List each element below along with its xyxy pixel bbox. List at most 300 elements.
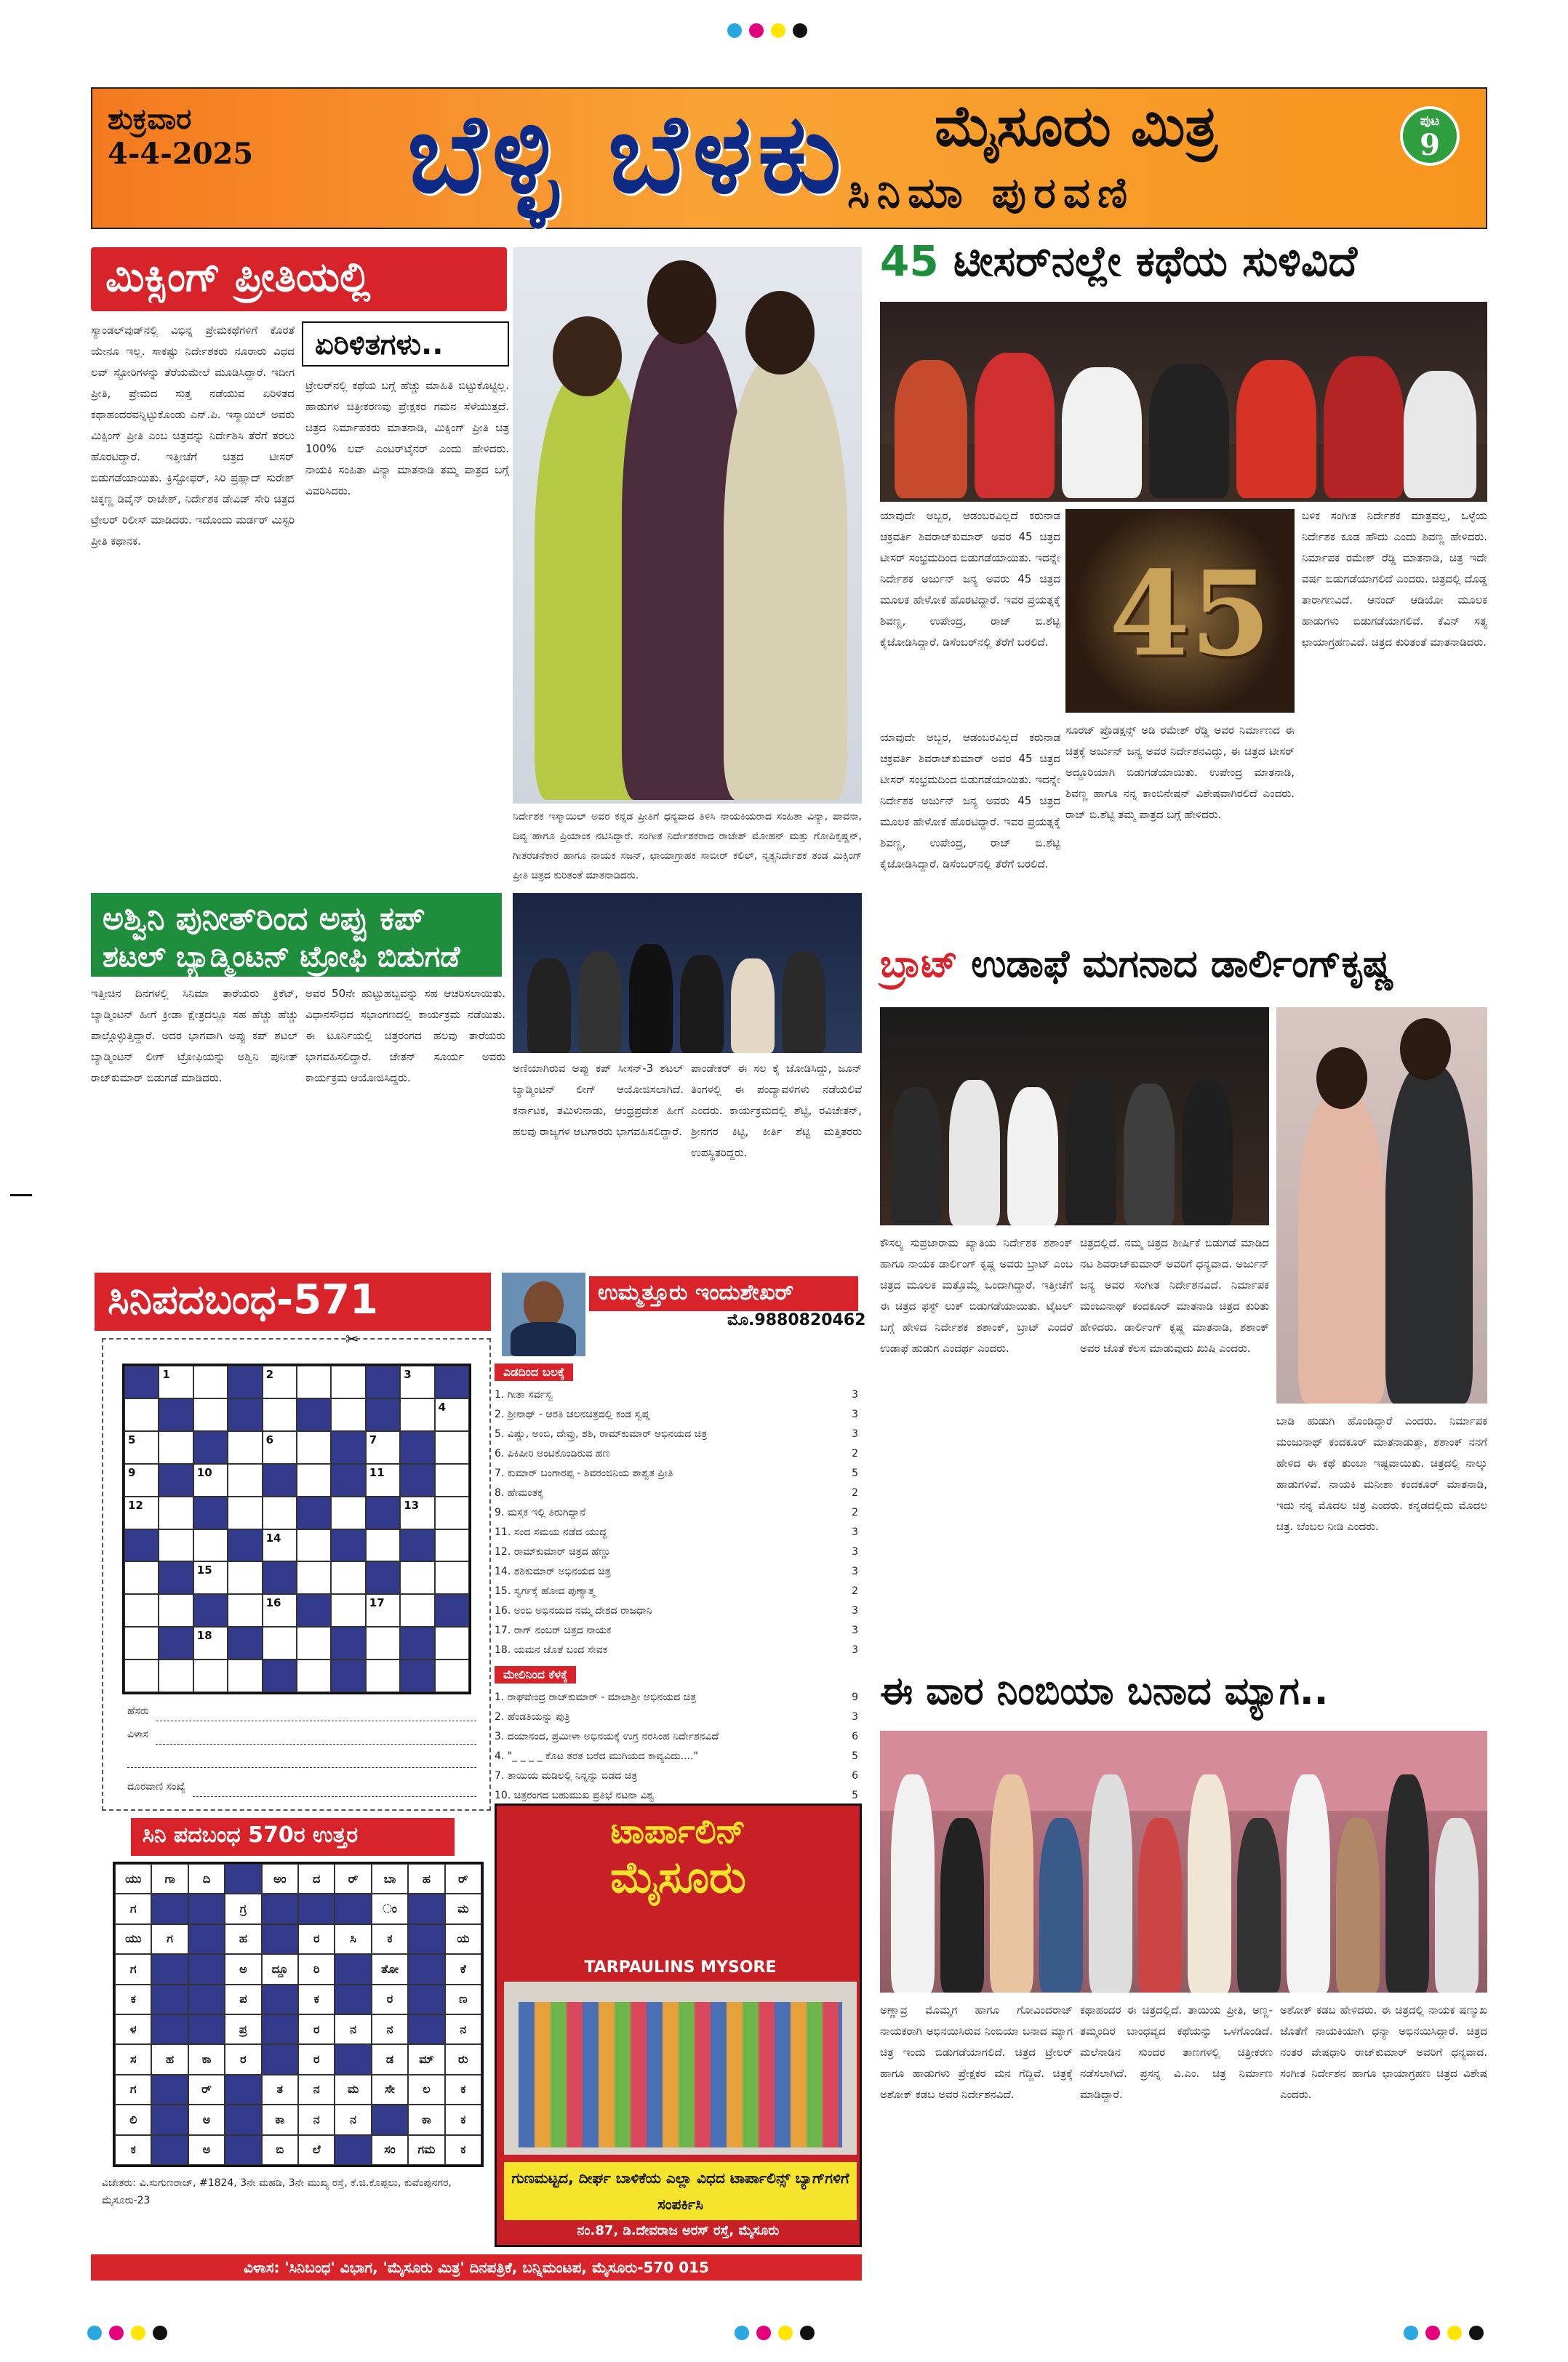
crossword-cell[interactable] xyxy=(297,1561,331,1594)
answer-cell: ಕ xyxy=(372,1924,408,1954)
form-address-line[interactable] xyxy=(156,1744,476,1745)
answer-cell: ಕೆ xyxy=(445,1954,481,1984)
crossword-cell[interactable] xyxy=(400,1594,434,1627)
answer-cell xyxy=(188,1894,225,1923)
teaser45-stage-photo xyxy=(880,302,1487,502)
answer-cell: ರಿ xyxy=(298,1954,335,1984)
clue-item xyxy=(495,1484,858,1503)
crossword-cell[interactable] xyxy=(297,1594,331,1627)
page-label: ಪುಟ xyxy=(1420,113,1440,129)
supplement-title: ಬೆಳ್ಳಿ ಬೆಳಕು xyxy=(407,91,847,217)
answer-cell: ಗ xyxy=(115,1954,151,1984)
clue-text: 17. ರಾಗ್ ನಂಬರ್ ಚಿತ್ರದ ನಾಯಕ xyxy=(495,1625,612,1636)
answer-cell: ಬಾ xyxy=(372,1864,408,1894)
crossword-cell[interactable] xyxy=(400,1561,434,1594)
teaser45-logo-text: 45 xyxy=(1109,545,1271,682)
across-clue-list xyxy=(495,1385,858,1660)
crossword-cell[interactable] xyxy=(400,1398,434,1431)
crossword-cell-number: 9 xyxy=(128,1465,136,1479)
crossword-cell[interactable] xyxy=(435,1561,469,1594)
clue-item xyxy=(495,1444,858,1464)
ashwini-body-col3: ಅಣಿಯಾಗಿರುವ ಅಪ್ಪು ಕಪ್ ಸೀಸನ್-3 ಶಟಲ್ ಬ್ಯಾಡ್ಮಿಂಟನ್ ಲೀಗ್ ಆಯೋಜಿಸಲಾಗಿದೆ. ಕರ್ನಾಟಕ, ತಮಿಳುನಾಡು, ಆಂಧ್ರಪ್ರದೇಶ ಹೀಗೆ ಹಲವು ರಾಜ್ಯಗಳ ಆಟಗಾರರು ಭಾಗವಹಿಸಲಿದ್ದಾರೆ. xyxy=(513,1062,684,1138)
crossword-cell[interactable] xyxy=(400,1431,434,1464)
answer-cell: ರ xyxy=(298,2014,335,2044)
form-phone-line[interactable] xyxy=(193,1796,476,1797)
mixing-body-bottom: ನಿರ್ದೇಶಕ ಇಸ್ಮಾಯಿಲ್ ಅವರ ಕನ್ನಡ ಪ್ರೀತಿಗೆ ಧನ್ಯವಾದ ತಿಳಿಸಿ ನಾಯಕಿಯರಾದ ಸಂಹಿತಾ ವಿನ್ಯಾ, ಪಾವನಾ, ದಿವ್ಯ ಹಾಗೂ ಪ್ರಿಯಾಂಕ ನಟಿಸಿದ್ದಾರೆ. ಸಂಗೀತ ನಿರ್ದೇಶಕರಾದ ರಾಜೇಶ್ ಮೋಹನ್ ಮತ್ತು ಗೋಪಿಕೃಷ್ಣನ್, ಗೀತರಚನೆಕಾರ ಹಾಗೂ ನಾಯಕ ಸಜನ್, ಛಾಯಾಗ್ರಾಹಕ ಸಾಬೀರ್ ಕಲಿಲ್, ನೃತ್ಯನಿರ್ದೇಶಕ ತಂಡ ಮಿಕ್ಸಿಂಗ್ ಪ್ರೀತಿ ಚಿತ್ರದ ಕುರಿತಂತೆ ಮಾತನಾಡಿದರು. xyxy=(513,811,862,881)
crossword-cell-number: 16 xyxy=(265,1596,281,1610)
clue-item xyxy=(495,1405,858,1425)
answer-cell: ರ xyxy=(298,1924,335,1954)
clue-item xyxy=(495,1708,858,1727)
crossword-cell[interactable] xyxy=(159,1627,193,1660)
clue-item xyxy=(495,1641,858,1660)
crossword-cell[interactable] xyxy=(435,1497,469,1529)
nimbiya-group-photo xyxy=(880,1731,1487,1993)
answer-cell: ನ xyxy=(372,2014,408,2044)
answer-cell xyxy=(151,2075,188,2105)
answer-cell: ಕ xyxy=(445,2075,481,2105)
clue-length: 2 xyxy=(852,1585,858,1597)
clue-item xyxy=(495,1503,858,1523)
advert-shop-sign: TARPAULINS MYSORE xyxy=(584,1958,777,1977)
clue-length: 3 xyxy=(852,1409,858,1420)
crossword-cell[interactable] xyxy=(297,1366,331,1398)
crossword-cell[interactable] xyxy=(366,1660,400,1692)
ashwini-body-col4: ಪಾಂಡೇಕರ್ ಈ ಸಲ ಕೈ ಜೋಡಿಸಿದ್ದು, ಜೂನ್ ತಿಂಗಳಲ್ಲಿ ಈ ಪಂದ್ಯಾವಳಿಗಳು ನಡೆಯಲಿವೆ ಎಂದರು. ಕಾರ್ಯಕ್ರಮದಲ್ಲಿ ಶೆಟ್ಟಿ, ರವಿಚೇತನ್, ಶ್ರೀನಗರ ಕಿಟ್ಟಿ, ಕೀರ್ತಿ ಶೆಟ್ಟಿ ಮತ್ತಿತರರು ಉಪಸ್ಥಿತರಿದ್ದರು. xyxy=(691,1062,862,1159)
crossword-cell[interactable] xyxy=(400,1497,434,1529)
darling-headline-title: ಬ್ರಾಟ್ xyxy=(880,942,959,986)
crossword-cell[interactable] xyxy=(193,1627,228,1660)
crossword-cell[interactable] xyxy=(366,1431,400,1464)
ashwini-headline xyxy=(91,893,502,977)
answer-title: ಸಿನಿ ಪದಬಂಧ 570ರ ಉತ್ತರ xyxy=(131,1818,455,1856)
crossword-cell[interactable] xyxy=(228,1561,262,1594)
crossword-cell[interactable] xyxy=(124,1594,159,1627)
clue-length: 2 xyxy=(852,1507,858,1518)
answer-cell: ನ xyxy=(335,2014,371,2044)
answer-cell: ಹ xyxy=(151,2044,188,2074)
answer-cell: ರ xyxy=(225,2044,261,2074)
answer-cell: ಯ xyxy=(445,1924,481,1954)
crossword-cell[interactable] xyxy=(228,1366,262,1398)
crossword-author-photo xyxy=(502,1273,585,1356)
crossword-cell[interactable] xyxy=(366,1529,400,1562)
clue-text: 16. ಅಂಬಿ ಅಭಿನಯದ ನಮ್ಮ ದೇಶದ ರಾಜಧಾನಿ xyxy=(495,1605,652,1617)
clue-length: 9 xyxy=(852,1692,858,1703)
masthead-date: 4-4-2025 xyxy=(108,137,254,171)
ashwini-body-col2: ಅವರ 50ನೇ ಹುಟ್ಟುಹಬ್ಬವನ್ನು ಸಹ ಆಚರಿಸಲಾಯಿತು. ವಿಧಾನಸೌಧದ ಸಭಾಂಗಣದಲ್ಲಿ ಕಾರ್ಯಕ್ರಮ ನಡೆಯಿತು. ಈ ಟೂರ್ನಿಯಲ್ಲಿ ಚಿತ್ರರಂಗದ ಹಲವು ತಾರೆಯರು ಭಾಗವಹಿಸಲಿದ್ದಾರೆ. ಚೇತನ್ ಸೂರ್ಯ ಅವರು ಕಾರ್ಯಕ್ರಮ ಆಯೋಜಿಸಿದ್ದರು. xyxy=(305,987,505,1084)
crossword-cell[interactable] xyxy=(159,1366,193,1398)
crossword-cell[interactable] xyxy=(263,1497,297,1529)
answer-cell: ಸಂ xyxy=(372,2135,408,2165)
clue-length: 3 xyxy=(852,1526,858,1538)
crossword-cell[interactable] xyxy=(297,1529,331,1562)
answer-cell: ನ xyxy=(445,2014,481,2044)
answer-cell xyxy=(335,1954,371,1984)
answer-cell: ಕ xyxy=(445,2135,481,2165)
answer-cell: ಕಾ xyxy=(188,2044,225,2074)
clue-length: 5 xyxy=(852,1790,858,1801)
answer-cell: ನ xyxy=(298,2075,335,2105)
ashwini-body-col1: ಇತ್ತೀಚಿನ ದಿನಗಳಲ್ಲಿ ಸಿನಿಮಾ ತಾರೆಯರು ಕ್ರಿಕೆಟ್, ಬ್ಯಾಡ್ಮಿಂಟನ್ ಹೀಗೆ ಕ್ರೀಡಾ ಕ್ಷೇತ್ರದಲ್ಲೂ ಸಹ ಹೆಚ್ಚು ಹೆಚ್ಚು ಪಾಲ್ಗೊಳ್ಳುತ್ತಿದ್ದಾರೆ. ಅದರ ಭಾಗವಾಗಿ ಅಪ್ಪು ಕಪ್ ಶಟಲ್ ಬ್ಯಾಡ್ಮಿಂಟನ್ ಲೀಗ್ ಟ್ರೋಫಿಯನ್ನು ಅಶ್ವಿನಿ ಪುನೀತ್ ರಾಜ್‌ಕುಮಾರ್ ಬಿಡುಗಡೆ ಮಾಡಿದರು. xyxy=(91,987,298,1084)
clue-length: 6 xyxy=(852,1731,858,1742)
answer-cell xyxy=(335,1894,371,1923)
answer-cell: ತೋ xyxy=(372,1954,408,1984)
answer-cell xyxy=(225,2075,261,2105)
crossword-cell[interactable] xyxy=(366,1366,400,1398)
clue-text: 4. "_ _ _ _ ಕೊಟ ತರತ ಬರೆದ ಮುಗಿಯದ ಕಾವ್ಯವಿದು...." xyxy=(495,1750,698,1762)
crossword-cell[interactable] xyxy=(193,1366,228,1398)
crossword-cell[interactable] xyxy=(124,1497,159,1529)
crossword-cell[interactable] xyxy=(331,1594,365,1627)
page-number-badge xyxy=(1400,106,1460,166)
crossword-cell[interactable] xyxy=(124,1431,159,1464)
crossword-cell[interactable] xyxy=(159,1529,193,1562)
teaser45-logo xyxy=(1065,509,1295,713)
answer-cell xyxy=(408,1954,444,1984)
answer-cell: ಲೆ xyxy=(298,2135,335,2165)
answer-cell: ಸಿ xyxy=(335,1924,371,1954)
teaser45-headline xyxy=(880,236,1491,295)
person-figure xyxy=(1039,1818,1083,1993)
crossword-cell[interactable] xyxy=(331,1561,365,1594)
crossword-cell[interactable] xyxy=(228,1594,262,1627)
darling-body-col2: ಚಿತ್ರದಲ್ಲಿದೆ. ನಮ್ಮ ಚಿತ್ರದ ಶೀರ್ಷಿಕೆ ಬಿಡುಗಡೆ ಮಾಡಿದ ನಟ ಶಿವರಾಜ್‌ಕುಮಾರ್ ಅವರಿಗೆ ಧನ್ಯವಾದ. ಅರ್ಜುನ್ ಜನ್ಯ ಅವರ ಸಂಗೀತ ನಿರ್ದೇಶನವಿದೆ. ನಿರ್ಮಾಪಕ ಮಂಜುನಾಥ್ ಕಂದಕೂರ್ ಮಾತನಾಡಿ ಚಿತ್ರದ ಕುರಿತು ಹೇಳಿದರು. ಡಾರ್ಲಿಂಗ್ ಕೃಷ್ಣ ಮಾತನಾಡಿ, ಶಶಾಂಕ್ ಅವರ ಜೊತೆ ಕೆಲಸ ಮಾಡುವುದು ಖುಷಿ ಎಂದರು. xyxy=(1080,1236,1269,1355)
crossword-cell[interactable] xyxy=(331,1464,365,1497)
nimbiya-body-col1: ಅಣ್ಣಾವ್ರ ಮೊಮ್ಮಗ ಹಾಗೂ ಗೋವಿಂದರಾಜ್ ನಾಯಕರಾಗಿ ಅಭಿನಯಿಸಿರುವ ನಿಂಬಿಯಾ ಬನಾದ ಮ್ಯಾಗ ಚಿತ್ರ ಇಂದು ಬಿಡುಗಡೆಯಾಗಲಿದೆ. ಚಿತ್ರದ ಟ್ರೇಲರ್ ಹಾಗೂ ಹಾಡುಗಳು ಪ್ರೇಕ್ಷಕರ ಮನ ಗೆದ್ದಿವೆ. ಚಿತ್ರಕ್ಕೆ ಅಶೋಕ್ ಕಡಬ ಅವರ ನಿರ್ದೇಶನವಿದೆ. xyxy=(880,2003,1073,2101)
masthead-day: ಶುಕ್ರವಾರ xyxy=(108,102,192,136)
crossword-cell[interactable] xyxy=(159,1660,193,1692)
clue-text: 3. ದಯಾನಂದ, ಪ್ರಮೀಳಾ ಅಭಿನಯಕ್ಕೆ ಉಗ್ರ ನರಸಿಂಹ ನಿರ್ದೇಶನವಿದೆ xyxy=(495,1731,719,1742)
crossword-cell[interactable] xyxy=(124,1660,159,1692)
crossword-cell[interactable] xyxy=(435,1529,469,1562)
answer-cell: ಸೇ xyxy=(372,2075,408,2105)
answer-cell xyxy=(225,1864,261,1894)
clue-text: 7. ಕುಮಾರ್ ಬಂಗಾರಪ್ಪ - ಶಿವರಂಜಿನಿಯ ಶಾಶ್ವತ ಪ್ರೀತಿ xyxy=(495,1468,673,1479)
crossword-cell[interactable] xyxy=(193,1594,228,1627)
down-title: ಮೇಲಿನಿಂದ ಕೆಳಕ್ಕೆ xyxy=(495,1666,576,1684)
crossword-cell[interactable] xyxy=(159,1594,193,1627)
answer-cell: ಅಂ xyxy=(262,1864,298,1894)
clue-text: 14. ಶಶಿಕುಮಾರ್ ಅಭಿನಯದ ಚಿತ್ರ xyxy=(495,1566,611,1577)
crossword-cell[interactable] xyxy=(124,1464,159,1497)
crossword-cell[interactable] xyxy=(159,1497,193,1529)
clue-item xyxy=(495,1766,858,1786)
crossword-cell[interactable] xyxy=(228,1529,262,1562)
answer-cell: ರ್ xyxy=(445,1864,481,1894)
answer-cell: ರು xyxy=(445,2044,481,2074)
fold-mark xyxy=(10,1194,32,1196)
darling-headline-text: ಉಡಾಫೆ ಮಗನಾದ ಡಾರ್ಲಿಂಗ್‌ಕೃಷ್ಣ xyxy=(971,942,1394,986)
crossword-cell[interactable] xyxy=(297,1497,331,1529)
answer-cell: ದ್ದೂ xyxy=(262,1954,298,1984)
crossword-cell[interactable] xyxy=(159,1431,193,1464)
ashwini-headline-line1: ಅಶ್ವಿನಿ ಪುನೀತ್‌ರಿಂದ ಅಪ್ಪು ಕಪ್ xyxy=(103,900,425,937)
crossword-cell[interactable] xyxy=(435,1366,469,1398)
crossword-cell[interactable] xyxy=(400,1529,434,1562)
person-figure xyxy=(1287,1774,1330,1993)
crossword-cell-number: 18 xyxy=(196,1629,212,1643)
person-figure xyxy=(891,1774,935,1993)
crossword-cell[interactable] xyxy=(193,1464,228,1497)
clue-text: 6. ಪಿಕಿಪೀರಿ ಅಂಟಿಕೊಂಡಿರುವ ಹಣ xyxy=(495,1448,610,1460)
clue-item xyxy=(495,1425,858,1444)
crossword-cell[interactable] xyxy=(331,1627,365,1660)
answer-cell xyxy=(262,2044,298,2074)
darling-body-col3: ಬಾಡಿ ಹುಡುಗಿ ಹೊಂಡಿದ್ದಾರೆ ಎಂದರು. ನಿರ್ಮಾಪಕ ಮಂಜುನಾಥ್ ಕಂದಕೂರ್ ಮಾತನಾಡುತ್ತಾ, ಶಶಾಂಕ್ ನನಗೆ ಹೇಳಿದ ಈ ಕಥೆ ತುಂಬಾ ಇಷ್ಟವಾಯಿತು. ಚಿತ್ರದಲ್ಲಿ ನಾಲ್ಕು ಹಾಡುಗಳಿವೆ. ನಾಯಕಿ ಮನೀಶಾ ಕಂದಕೂರ್ ಮಾತನಾಡಿ, ಇದು ನನ್ನ ಮೊದಲ ಚಿತ್ರ ಎಂದರು. ಕನ್ನಡದಲ್ಲಿದು ಮೊದಲ ಚಿತ್ರ. ಬೆಂಬಲ ನೀಡಿ ಎಂದರು. xyxy=(1276,1414,1487,1533)
crossword-cell[interactable] xyxy=(159,1398,193,1431)
crossword-cell[interactable] xyxy=(263,1431,297,1464)
answer-cell: ಮ xyxy=(335,2075,371,2105)
crossword-grid xyxy=(122,1364,471,1694)
crossword-cell[interactable] xyxy=(331,1660,365,1692)
crossword-cell-number: 5 xyxy=(128,1433,136,1446)
answer-cell: ಅ xyxy=(188,2105,225,2134)
crossword-cell[interactable] xyxy=(263,1627,297,1660)
clue-text: 12. ರಾಮ್‌ಕುಮಾರ್ ಚಿತ್ರದ ಹೆಣ್ಣು xyxy=(495,1546,611,1558)
mixing-body-col2: ಟ್ರೇಲರ್‌ನಲ್ಲಿ ಕಥೆಯ ಬಗ್ಗೆ ಹೆಚ್ಚು ಮಾಹಿತಿ ಬಿಟ್ಟುಕೊಟ್ಟಿಲ್ಲ. ಹಾಡುಗಳ ಚಿತ್ರೀಕರಣವು ಪ್ರೇಕ್ಷಕರ ಗಮನ ಸೆಳೆಯುತ್ತದೆ. ಚಿತ್ರದ ನಿರ್ಮಾಪಕರು ಮಾತನಾಡಿ, ಮಿಕ್ಸಿಂಗ್ ಪ್ರೀತಿ ಚಿತ್ರ 100% ಲವ್ ಎಂಟರ್‌ಟೈನರ್ ಎಂದು ಹೇಳಿದರು. ನಾಯಕಿ ಸಂಹಿತಾ ವಿನ್ಯಾ ಮಾತನಾಡಿ ತಮ್ಮ ಪಾತ್ರದ ಬಗ್ಗೆ ವಿವರಿಸಿದರು. xyxy=(305,379,509,497)
crossword-clues xyxy=(495,1364,858,1845)
answer-cell xyxy=(372,2105,408,2134)
answer-cell xyxy=(262,1924,298,1954)
crossword-cell[interactable] xyxy=(366,1398,400,1431)
crossword-cell[interactable] xyxy=(297,1660,331,1692)
answer-cell: ಹ xyxy=(408,1864,444,1894)
teaser45-headline-text: ಟೀಸರ್‌ನಲ್ಲೇ ಕಥೆಯ ಸುಳಿವಿದೆ xyxy=(953,236,1358,286)
answer-cell: ಳ xyxy=(115,2014,151,2044)
answer-cell: ಯು xyxy=(115,1864,151,1894)
clue-item xyxy=(495,1727,858,1747)
crossword-cell[interactable] xyxy=(159,1561,193,1594)
answer-cell: ಕ xyxy=(298,1985,335,2014)
registration-dots-center xyxy=(735,2326,822,2343)
crossword-cell[interactable] xyxy=(435,1660,469,1692)
crossword-cell[interactable] xyxy=(263,1366,297,1398)
answer-cell: ಅ xyxy=(188,2135,225,2165)
person-figure xyxy=(1336,1818,1380,1993)
nimbiya-body-col2: ಕಥಾಹಂದರ ಈ ಚಿತ್ರದಲ್ಲಿದೆ. ತಾಯಿಯ ಪ್ರೀತಿ, ಅಣ್ಣ-ತಮ್ಮಂದಿರ ಬಾಂಧವ್ಯದ ಕಥೆಯನ್ನು ಒಳಗೊಂಡಿದೆ. ಮಲೆನಾಡಿನ ಸುಂದರ ತಾಣಗಳಲ್ಲಿ ಚಿತ್ರೀಕರಣ ನಡೆಸಲಾಗಿದೆ. ಪ್ರಸನ್ನ ವಿ.ಎಂ. ಚಿತ್ರ ನಿರ್ಮಾಣ ಮಾಡಿದ್ದಾರೆ. xyxy=(1080,2003,1273,2101)
crossword-cell[interactable] xyxy=(400,1464,434,1497)
clue-item xyxy=(495,1601,858,1621)
clue-length: 5 xyxy=(852,1750,858,1762)
crossword-cell-number: 1 xyxy=(162,1368,170,1381)
answer-cell: ಅ xyxy=(225,1954,261,1984)
crossword-cell-number: 12 xyxy=(128,1498,143,1512)
crossword-cell-number: 6 xyxy=(265,1433,274,1446)
answer-cell: ಪ್ರ xyxy=(225,2014,261,2044)
crossword-cell[interactable] xyxy=(366,1497,400,1529)
answer-cell: ರ xyxy=(372,1985,408,2014)
crossword-cell[interactable] xyxy=(435,1594,469,1627)
answer-cell xyxy=(188,1924,225,1954)
crossword-cell[interactable] xyxy=(228,1627,262,1660)
clue-length: 3 xyxy=(852,1566,858,1577)
crossword-cell[interactable] xyxy=(297,1431,331,1464)
crossword-cell-number: 15 xyxy=(196,1564,212,1577)
crossword-cell[interactable] xyxy=(400,1366,434,1398)
registration-dots-right xyxy=(1404,2326,1491,2343)
winner-text: ವಿಜೇತರು: ವಿ.ಸುಗುಣರಾಜ್, #1824, 3ನೇ ಮಹಡಿ, 3ನೇ ಮುಖ್ಯ ರಸ್ತೆ, ಕೆ.ಜಿ.ಕೊಪ್ಪಲು, ಕುವೆಂಪುನಗರ, ಮೈಸೂರು-23 xyxy=(102,2177,452,2206)
teaser45-body-col3: ಬಳಿಕ ಸಂಗೀತ ನಿರ್ದೇಶಕ ಮಾತ್ರವಲ್ಲ, ಒಳ್ಳೆಯ ನಿರ್ದೇಶಕ ಕೂಡ ಹೌದು ಎಂದು ಶಿವಣ್ಣ ಹೇಳಿದರು. ನಿರ್ಮಾಪಕ ರಮೇಶ್ ರೆಡ್ಡಿ ಮಾತನಾಡಿ, ಚಿತ್ರ ಇದೇ ವರ್ಷ ಬಿಡುಗಡೆಯಾಗಲಿದೆ ಎಂದರು. ಚಿತ್ರದಲ್ಲಿ ದೊಡ್ಡ ತಾರಾಗಣವಿದೆ. ಆನಂದ್ ಆಡಿಯೋ ಮೂಲಕ ಹಾಡುಗಳು ಬಿಡುಗಡೆಯಾಗಲಿವೆ. ಕೆವಿನ್ ಸತ್ಯ ಛಾಯಾಗ್ರಹಣವಿದೆ. ಚಿತ್ರದ ಕುರಿತಂತೆ ಮಾತನಾಡಿದರು. xyxy=(1302,509,1487,649)
answer-cell: ಕ xyxy=(115,2135,151,2165)
answer-cell xyxy=(225,2135,261,2165)
clue-item xyxy=(495,1523,858,1542)
crossword-cell[interactable] xyxy=(263,1529,297,1562)
answer-cell: ರ್ xyxy=(335,1864,371,1894)
advert-brand-line1: ಟಾರ್ಪಾಲಿನ್ xyxy=(610,1811,746,1851)
person-figure xyxy=(1435,1818,1479,1993)
answer-cell: ಹ xyxy=(225,1924,261,1954)
crossword-cell[interactable] xyxy=(366,1464,400,1497)
answer-cell: ಗ್ರ xyxy=(225,1894,261,1923)
answer-cell: ಮ xyxy=(445,1894,481,1923)
crossword-cell[interactable] xyxy=(193,1431,228,1464)
crossword-cell[interactable] xyxy=(228,1464,262,1497)
answer-cell: ಕ xyxy=(445,2105,481,2134)
answer-cell xyxy=(262,1985,298,2014)
crossword-cell[interactable] xyxy=(331,1366,365,1398)
answer-cell: ತ xyxy=(262,2075,298,2105)
answer-cell xyxy=(151,2135,188,2165)
teaser45-body-col2: ಸೂರಜ್ ಪ್ರೊಡಕ್ಷನ್ಸ್ ಅಡಿ ರಮೇಶ್ ರೆಡ್ಡಿ ಅವರ ನಿರ್ಮಾಣದ ಈ ಚಿತ್ರಕ್ಕೆ ಅರ್ಜುನ್ ಜನ್ಯ ಅವರ ನಿರ್ದೇಶನವಿದ್ದು, ಈ ಚಿತ್ರದ ಟೀಸರ್ ಅದ್ದೂರಿಯಾಗಿ ಬಿಡುಗಡೆಯಾಯಿತು. ಉಪೇಂದ್ರ ಮಾತನಾಡಿ, ಶಿವಣ್ಣ ಹಾಗೂ ನನ್ನ ಕಾಂಬಿನೇಷನ್ ವಿಶೇಷವಾಗಿರಲಿದೆ ಎಂದರು. ರಾಜ್ ಬಿ.ಶೆಟ್ಟಿ ತಮ್ಮ ಪಾತ್ರದ ಬಗ್ಗೆ ಹೇಳಿದರು. xyxy=(1065,724,1295,821)
crossword-cell[interactable] xyxy=(193,1398,228,1431)
crossword-cell[interactable] xyxy=(228,1431,262,1464)
answer-cell: ಗಾ xyxy=(151,1864,188,1894)
mixing-headline: ಮಿಕ್ಸಿಂಗ್ ಪ್ರೀತಿಯಲ್ಲಿ xyxy=(91,247,507,311)
clue-item xyxy=(495,1747,858,1766)
crossword-cell[interactable] xyxy=(263,1561,297,1594)
teaser45-body-col1b: ಯಾವುದೇ ಅಬ್ಬರ, ಆಡಂಬರವಿಲ್ಲದೆ ಕರುನಾಡ ಚಕ್ರವರ್ತಿ ಶಿವರಾಜ್‌ಕುಮಾರ್ ಅವರ 45 ಚಿತ್ರದ ಟೀಸರ್ ಸಂಭ್ರಮದಿಂದ ಬಿಡುಗಡೆಯಾಯಿತು. ಇದನ್ನೇ ನಿರ್ದೇಶಕ ಅರ್ಜುನ್ ಜನ್ಯ ಅವರು 45 ಚಿತ್ರದ ಮೂಲಕ ಹೇಳೋಕೆ ಹೊರಟಿದ್ದಾರೆ. ಇವರ ಪ್ರಯತ್ನಕ್ಕೆ ಶಿವಣ್ಣ, ಉಪೇಂದ್ರ, ರಾಜ್ ಬಿ.ಶೆಟ್ಟಿ ಕೈಜೋಡಿಸಿದ್ದಾರೆ. ಡಿಸೆಂಬರ್‌ನಲ್ಲಿ ತೆರೆಗೆ ಬರಲಿದೆ. xyxy=(880,731,1060,870)
crossword-cell[interactable] xyxy=(366,1627,400,1660)
answer-cell: ಪ xyxy=(225,1985,261,2014)
crossword-cell[interactable] xyxy=(263,1594,297,1627)
crossword-cell-number: 11 xyxy=(369,1465,385,1479)
registration-dots-left xyxy=(87,2326,175,2343)
advert-brand-line2: ಮೈಸೂರು xyxy=(610,1852,746,1903)
nimbiya-body-col3: ಅಶೋಕ್ ಕಡಬ ಹೇಳಿದರು. ಈ ಚಿತ್ರದಲ್ಲಿ ನಾಯಕ ಷಣ್ಮುಖ ಜೊತೆಗೆ ನಾಯಕಿಯಾಗಿ ಧನ್ಯಾ ಅಭಿನಯಿಸಿದ್ದಾರೆ. ಚಿತ್ರದ ನಂತರ ವೇಷಧಾರಿ ರಾಜ್‌ಕುಮಾರ್ ಅವರಿಗೆ ಧನ್ಯವಾದ. ಸಂಗೀತ ನಿರ್ದೇಶನ ಹಾಗೂ ಛಾಯಾಗ್ರಹಣ ಚಿತ್ರದ ವಿಶೇಷ ಎಂದರು. xyxy=(1280,2003,1487,2101)
answer-cell xyxy=(262,2014,298,2044)
crossword-cell[interactable] xyxy=(435,1627,469,1660)
crossword-cell[interactable] xyxy=(228,1398,262,1431)
crossword-cell[interactable] xyxy=(263,1464,297,1497)
clue-item xyxy=(495,1542,858,1562)
crossword-cell-number: 10 xyxy=(196,1465,212,1479)
crossword-cell[interactable] xyxy=(228,1660,262,1692)
crossword-cell[interactable] xyxy=(331,1497,365,1529)
crossword-cell[interactable] xyxy=(435,1398,469,1431)
person-figure xyxy=(1138,1818,1182,1993)
answer-cell xyxy=(151,2105,188,2134)
crossword-cell[interactable] xyxy=(124,1627,159,1660)
answer-cell xyxy=(335,2044,371,2074)
crossword-cell[interactable] xyxy=(193,1497,228,1529)
crossword-cell[interactable] xyxy=(193,1660,228,1692)
answer-cell xyxy=(151,2014,188,2044)
clue-length: 3 xyxy=(852,1605,858,1617)
masthead-date-block xyxy=(108,102,253,172)
teaser45-body-col1: ಯಾವುದೇ ಅಬ್ಬರ, ಆಡಂಬರವಿಲ್ಲದೆ ಕರುನಾಡ ಚಕ್ರವರ್ತಿ ಶಿವರಾಜ್‌ಕುಮಾರ್ ಅವರ 45 ಚಿತ್ರದ ಟೀಸರ್ ಸಂಭ್ರಮದಿಂದ ಬಿಡುಗಡೆಯಾಯಿತು. ಇದನ್ನೇ ನಿರ್ದೇಶಕ ಅರ್ಜುನ್ ಜನ್ಯ ಅವರು 45 ಚಿತ್ರದ ಮೂಲಕ ಹೇಳೋಕೆ ಹೊರಟಿದ್ದಾರೆ. ಇವರ ಪ್ರಯತ್ನಕ್ಕೆ ಶಿವಣ್ಣ, ಉಪೇಂದ್ರ, ರಾಜ್ ಬಿ.ಶೆಟ್ಟಿ ಕೈಜೋಡಿಸಿದ್ದಾರೆ. ಡಿಸೆಂಬರ್‌ನಲ್ಲಿ ತೆರೆಗೆ ಬರಲಿದೆ. xyxy=(880,509,1060,649)
crossword-cell-number: 2 xyxy=(265,1368,274,1381)
answer-cell: ಮ್ xyxy=(408,2044,444,2074)
clue-length: 6 xyxy=(852,1770,858,1782)
darling-headline xyxy=(880,942,1491,1000)
crossword-cell[interactable] xyxy=(435,1431,469,1464)
crossword-footer xyxy=(91,2254,862,2281)
mixing-photo xyxy=(513,247,862,804)
crossword-title: ಸಿನಿಪದಬಂಧ-571 xyxy=(95,1273,491,1331)
answer-cell xyxy=(408,1985,444,2014)
clue-item xyxy=(495,1385,858,1405)
answer-cell xyxy=(188,2014,225,2044)
crossword-cell[interactable] xyxy=(124,1561,159,1594)
crossword-cell[interactable] xyxy=(193,1561,228,1594)
crossword-cell[interactable] xyxy=(297,1464,331,1497)
answer-cell: ನ xyxy=(298,2105,335,2134)
person-figure xyxy=(1188,1774,1231,1993)
scissors-icon: ✂ xyxy=(345,1331,359,1349)
clue-text: 2. ಶ್ರೀನಾಥ್ - ಆರತಿ ಚಲನಚಿತ್ರದಲ್ಲಿ ಕಂಡ ಸ್ವಪ್ನ xyxy=(495,1409,650,1420)
crossword-cell[interactable] xyxy=(297,1627,331,1660)
crossword-cell[interactable] xyxy=(228,1497,262,1529)
clue-text: 1. ರಾಘವೇಂದ್ರ ರಾಜ್‌ಕುಮಾರ್ - ಮಾಲಾಶ್ರೀ ಅಭಿನಯದ ಚಿತ್ರ xyxy=(495,1692,697,1703)
crossword-cell[interactable] xyxy=(124,1529,159,1562)
crossword-cell[interactable] xyxy=(263,1660,297,1692)
clue-item xyxy=(495,1688,858,1708)
ashwini-event-photo xyxy=(513,893,862,1053)
crossword-cell[interactable] xyxy=(366,1594,400,1627)
clue-length: 3 xyxy=(852,1644,858,1656)
clue-length: 3 xyxy=(852,1625,858,1636)
crossword-form xyxy=(127,1698,476,1797)
answer-cell: ಕಾ xyxy=(408,2105,444,2134)
crossword-cell[interactable] xyxy=(124,1398,159,1431)
form-name-label: ಹೆಸರು xyxy=(127,1705,149,1717)
clue-length: 3 xyxy=(852,1428,858,1440)
advert-tagline: ಗುಣಮಟ್ಟದ, ದೀರ್ಘ ಬಾಳಿಕೆಯ ಎಲ್ಲಾ ವಿಧದ ಟಾರ್ಪಾಲಿನ್ಸ್ ಬ್ಯಾಗ್‌ಗಳಿಗೆ ಸಂಪರ್ಕಿಸಿ xyxy=(504,2162,857,2220)
crossword-cell[interactable] xyxy=(331,1431,365,1464)
crossword-cell[interactable] xyxy=(400,1627,434,1660)
crossword-cell[interactable] xyxy=(331,1529,365,1562)
crossword-cell[interactable] xyxy=(435,1464,469,1497)
crossword-cell-number: 3 xyxy=(404,1368,412,1381)
crossword-cell-number: 17 xyxy=(369,1596,385,1610)
answer-cell: ಲ xyxy=(408,2075,444,2105)
crossword-cell[interactable] xyxy=(124,1366,159,1398)
crossword-author: ಉಮ್ಮತ್ತೂರು ಇಂದುಶೇಖರ್ xyxy=(589,1276,858,1311)
crossword-cell[interactable] xyxy=(297,1398,331,1431)
answer-cell xyxy=(151,1894,188,1923)
clue-length: 2 xyxy=(852,1448,858,1460)
answer-cell: ರ್ xyxy=(188,2075,225,2105)
person-figure xyxy=(1385,1774,1429,1993)
answer-cell: ಣ xyxy=(445,1985,481,2014)
crossword-cell-number: 13 xyxy=(404,1498,420,1512)
answer-cell xyxy=(225,2105,261,2134)
answer-cell xyxy=(298,1894,335,1923)
crossword-cell[interactable] xyxy=(400,1660,434,1692)
clue-text: 5. ವಿಷ್ಣು, ಅಂಬಿ, ದೇವ್ರು, ಶಶಿ, ರಾಮ್‌ಕುಮಾರ್ ಅಭಿನಯದ ಚಿತ್ರ xyxy=(495,1428,708,1440)
crossword-cell[interactable] xyxy=(159,1464,193,1497)
crossword-cell[interactable] xyxy=(193,1529,228,1562)
answer-cell xyxy=(408,1894,444,1923)
crossword-cell[interactable] xyxy=(331,1398,365,1431)
crossword-phone: ಮೊ.9880820462 xyxy=(727,1311,866,1329)
crossword-cell[interactable] xyxy=(366,1561,400,1594)
answer-cell: ನ xyxy=(335,2105,371,2134)
crossword-cell[interactable] xyxy=(263,1398,297,1431)
darling-couple-photo xyxy=(1276,1007,1487,1404)
answer-cell xyxy=(151,1954,188,1984)
